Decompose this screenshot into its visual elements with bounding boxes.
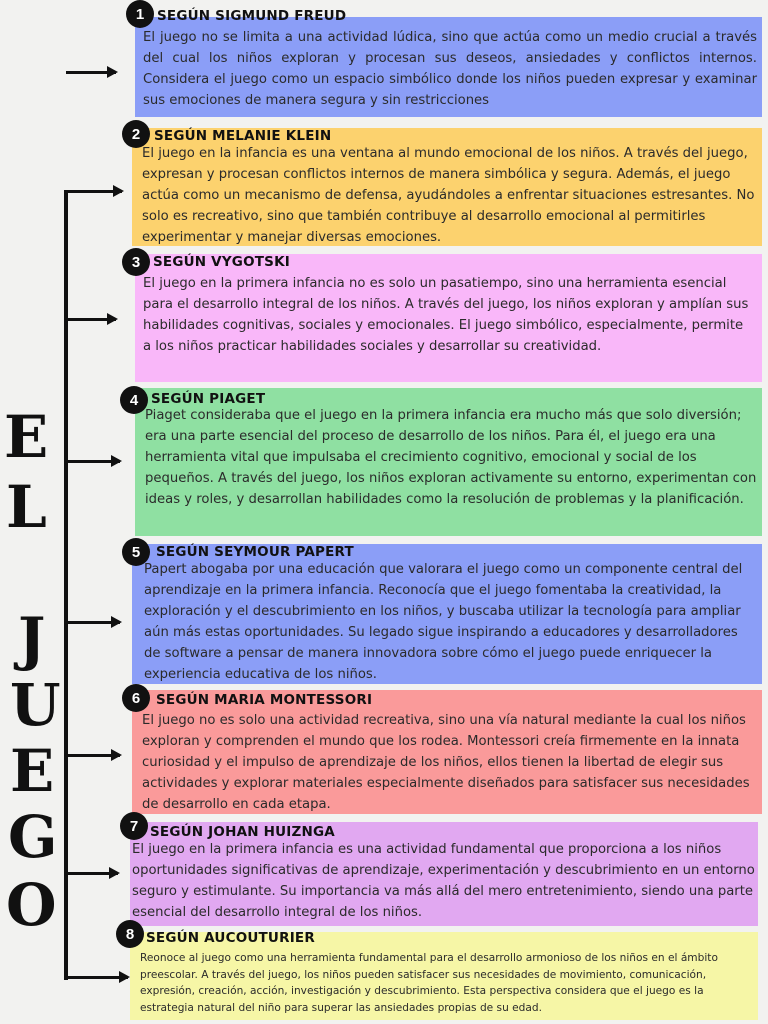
card-title: SEGÚN VYGOTSKI [153,254,290,270]
branch-8 [64,976,128,979]
arrow-6 [66,754,120,757]
card-freud [135,8,762,117]
branch-2 [64,190,122,193]
number-badge-2: 2 [122,120,150,148]
arrow-7 [66,872,118,875]
card-aucouturier [130,932,758,1020]
card-piaget [135,388,762,536]
card-title: SEGÚN SEYMOUR PAPERT [156,544,354,560]
number-badge-4: 4 [120,386,148,414]
card-title: SEGÚN SIGMUND FREUD [157,8,347,24]
card-text: El juego en la primera infancia no es solo un pasatiempo, sino una herramienta esencial para el desarrollo integral de los niños. A través del juego, los niños exploran y amplían sus habilidades cognitivas, sociales y emocionales. El juego simbólico, especialmente, permite a los niños practicar habilidades sociales y desarrollar su creatividad. [143,276,749,354]
number-badge-7: 7 [120,812,148,840]
number-badge-8: 8 [116,920,144,948]
card-text: El juego en la infancia es una ventana al mundo emocional de los niños. A través del juego, expresan y procesan conflictos internos de manera simbólica y segura. Además, el juego actúa como un mecanismo de defensa, ayudándoles a enfrentar situaciones estresantes. No solo es recreativo, sino que también contribuye al desarrollo emocional al permitirles experimentar y manejar diversas emociones. [142,146,755,245]
card-title: SEGÚN JOHAN HUIZNGA [150,824,335,840]
number-badge-3: 3 [122,248,150,276]
card-text: Piaget consideraba que el juego en la primera infancia era mucho más que solo diversión; era una parte esencial del proceso de desarrollo de los niños. Para él, el juego era una herramienta vital que impulsaba el crecimiento cognitivo, emocional y social de los pequeños. A través del juego, los niños exploran activamente su entorno, experimentan con ideas y roles, y desarrollan habilidades como la resolución de problemas y la planificación. [145,408,757,507]
card-text: El juego no se limita a una actividad lúdica, sino que actúa como un medio crucial a través del cual los niños exploran y procesan sus deseos, ansiedades y conflictos internos. Considera el juego como un espacio simbólico donde los niños pueden expresar y examinar sus emociones de manera segura y sin restricciones [143,30,757,108]
card-title: SEGÚN AUCOUTURIER [146,930,315,946]
card-montessori [132,690,762,814]
title-letter-u: U [10,671,61,739]
title-letter-e1: E [4,403,49,471]
card-title: SEGÚN MELANIE KLEIN [154,128,332,144]
arrow-3 [66,318,116,321]
card-papert [132,544,762,684]
title-letter-o: O [6,871,57,939]
timeline-trunk [64,190,68,980]
number-badge-6: 6 [122,684,150,712]
arrow-5 [66,621,120,624]
card-text: Papert abogaba por una educación que valorara el juego como un componente central del aprendizaje en la primera infancia. Reconocía que el juego fomentaba la creatividad, la exploración y el descubrimiento en los niños, y buscaba utilizar la tecnología para ampliar aún más estas oportunidades. Su legado sigue inspirando a educadores y desarrolladores de software a pensar de manera innovadora sobre cómo el juego puede enriquecer la experiencia educativa de los niños. [144,562,743,682]
title-letter-e2: E [10,737,55,805]
title-letter-l: L [6,473,47,541]
card-title: SEGÚN MARIA MONTESSORI [156,692,373,708]
card-text: Reonoce al juego como una herramienta fundamental para el desarrollo armonioso de los niños en el ámbito preescolar. A través del juego, los niños pueden satisfacer sus necesidades de movimiento, comunicación, expresión, creación, acción, investigación y descubrimiento. Esta perspectiva considera que el juego es la estrategia natural del niño para superar las ansiedades propias de su edad. [140,952,718,1014]
card-huizinga [130,822,758,926]
arrow-4 [66,460,120,463]
card-klein [132,128,762,246]
number-badge-5: 5 [122,538,150,566]
number-badge-1: 1 [126,0,154,28]
card-title: SEGÚN PIAGET [151,391,266,407]
title-letter-g: G [8,803,58,871]
card-vygotski [135,254,762,382]
card-text: El juego en la primera infancia es una actividad fundamental que proporciona a los niños oportunidades significativas de aprendizaje, experimentación y descubrimiento en un entorno seguro y estimulante. Su importancia va más allá del mero entretenimiento, siendo una parte esencial del desarrollo integral de los niños. [132,842,755,920]
arrow-1 [66,71,116,74]
title-letter-j: J [18,605,46,673]
card-text: El juego no es solo una actividad recreativa, sino una vía natural mediante la cual los niños exploran y comprenden el mundo que los rodea. Montessori creía firmemente en la innata curiosidad y el impulso de aprendizaje de los niños, ellos tienen la libertad de elegir sus actividades y explorar materiales especialmente diseñados para satisfacer sus necesidades de desarrollo en cada etapa. [142,713,750,812]
